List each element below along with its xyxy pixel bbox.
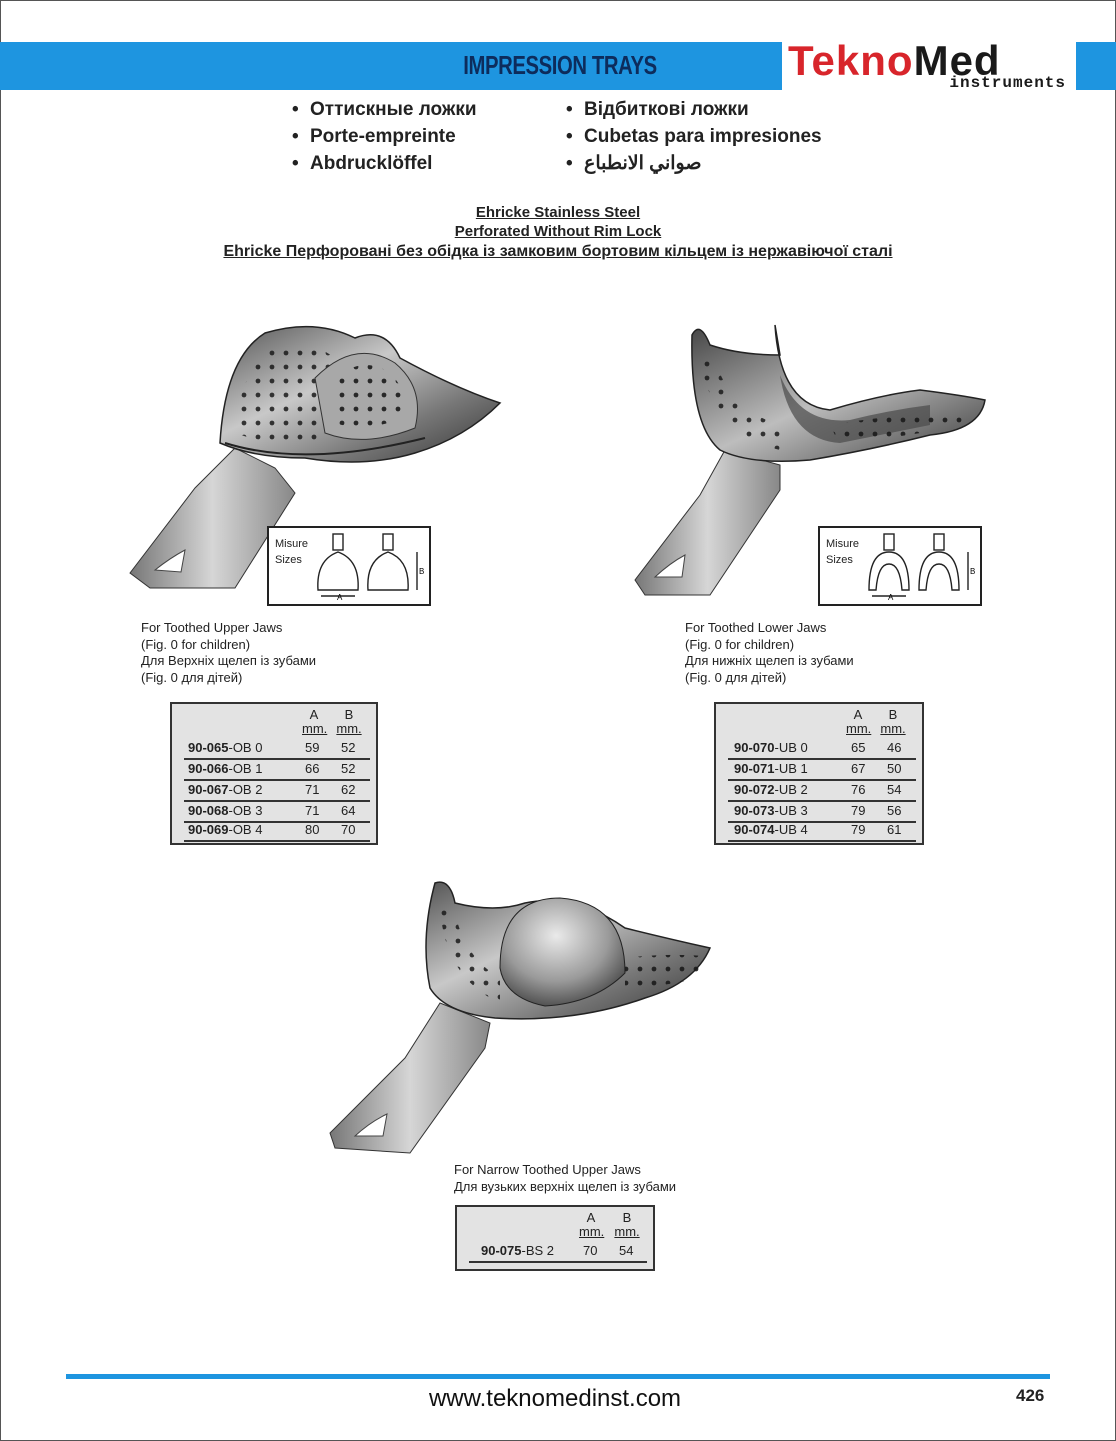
tray-shape-icon — [313, 530, 427, 602]
brand-name-part1: Tekno — [788, 37, 914, 84]
upper-size-table — [170, 702, 378, 845]
page-title: IMPRESSION TRAYS — [463, 50, 657, 80]
page-number: 426 — [1016, 1386, 1045, 1405]
brand-subtitle: instruments — [949, 74, 1066, 92]
lower-tray-caption: For Toothed Lower Jaws (Fig. 0 for children) Для нижніх щелеп із зубами (Fig. 0 для дітей) — [685, 620, 854, 685]
table-row: 90-070-UB 0 65 46 — [728, 739, 916, 760]
language-item: • Відбиткові ложки — [566, 99, 749, 120]
language-item: • Abdrucklöffel — [292, 153, 433, 174]
language-list-right — [566, 96, 822, 177]
sizes-label: Misure — [275, 538, 309, 550]
svg-text:B: B — [419, 567, 425, 576]
table-row: 90-074-UB 4 79 61 — [728, 821, 916, 842]
section-heading-line3: Ehricke Перфоровані без обідка із замковим бортовим кільцем із нержавіючої сталі — [223, 243, 893, 260]
sizes-diagram-upper — [267, 526, 431, 606]
upper-tray-caption: For Toothed Upper Jaws (Fig. 0 for children) Для Верхніх щелеп із зубами (Fig. 0 для дітей) — [141, 620, 317, 685]
table-row: 90-071-UB 1 67 50 — [728, 760, 916, 781]
table-row: 90-067-OB 2 71 62 — [184, 781, 370, 802]
language-item: • Porte-empreinte — [292, 126, 456, 147]
svg-text:B: B — [970, 567, 976, 576]
language-item: • Оттискные ложки — [292, 99, 477, 120]
language-item: • صواني الانطباع — [566, 153, 702, 174]
table-row: 90-066-OB 1 66 52 — [184, 760, 370, 781]
table-row: 90-073-UB 3 79 56 — [728, 802, 916, 823]
brand-name-part2: Med — [913, 37, 1001, 84]
lower-size-table — [714, 702, 924, 845]
brand-logo — [782, 38, 1076, 94]
col-a-header: A mm. — [846, 707, 872, 736]
website-link[interactable]: www.teknomedinst.com — [428, 1385, 682, 1412]
table-row: 90-075-BS 2 70 54 — [469, 1242, 647, 1263]
narrow-tray-image — [325, 878, 715, 1158]
language-list-left — [292, 96, 477, 177]
col-a-header: A mm. — [579, 1210, 605, 1239]
sizes-label: Misure — [826, 538, 860, 550]
col-b-header: B mm. — [336, 707, 362, 736]
sizes-label: Sizes — [275, 554, 302, 566]
section-heading-line1: Ehricke Stainless Steel — [475, 204, 641, 221]
table-row: 90-065-OB 0 59 52 — [184, 739, 370, 760]
col-a-header: A mm. — [302, 707, 328, 736]
narrow-size-table — [455, 1205, 655, 1271]
language-item: • Cubetas para impresiones — [566, 126, 822, 147]
table-row: 90-069-OB 4 80 70 — [184, 821, 370, 842]
footer-rule — [66, 1374, 1050, 1379]
narrow-tray-caption: For Narrow Toothed Upper Jaws Для вузьких верхніх щелеп із зубами — [454, 1162, 677, 1194]
tray-shape-icon — [864, 530, 978, 602]
svg-text:A: A — [888, 593, 894, 602]
sizes-diagram-lower — [818, 526, 982, 606]
col-b-header: B mm. — [880, 707, 906, 736]
col-b-header: B mm. — [614, 1210, 640, 1239]
table-row: 90-068-OB 3 71 64 — [184, 802, 370, 823]
sizes-label: Sizes — [826, 554, 853, 566]
table-row: 90-072-UB 2 76 54 — [728, 781, 916, 802]
section-heading-line2: Perforated Without Rim Lock — [454, 223, 662, 240]
svg-text:A: A — [337, 593, 343, 602]
